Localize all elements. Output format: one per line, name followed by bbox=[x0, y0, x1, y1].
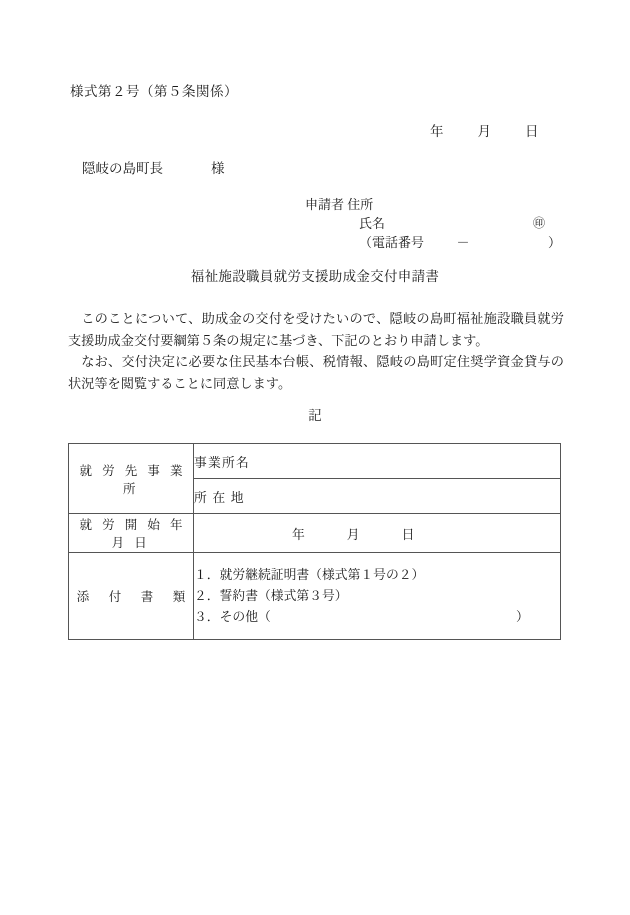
location-field[interactable]: 所 在 地 bbox=[194, 479, 561, 514]
start-date-month-label: 月 bbox=[346, 527, 360, 542]
attachments-list bbox=[194, 565, 560, 628]
body-text bbox=[68, 308, 564, 394]
list-item[interactable] bbox=[194, 607, 560, 628]
start-date-year-label: 年 bbox=[292, 527, 305, 542]
start-date-day-label: 日 bbox=[401, 527, 415, 542]
attachments-field[interactable] bbox=[194, 553, 561, 640]
addressee-honorific: 様 bbox=[211, 161, 225, 176]
form-number: 様式第２号（第５条関係） bbox=[70, 84, 238, 99]
date-year-label: 年 bbox=[430, 124, 444, 139]
attachment-other-close: ） bbox=[516, 609, 529, 624]
applicant-tel-row bbox=[305, 233, 562, 252]
applicant-label: 申請者 bbox=[305, 197, 345, 212]
applicant-address-row bbox=[305, 195, 502, 214]
business-name-field[interactable]: 事業所名 bbox=[194, 444, 561, 479]
table-row-business-name bbox=[69, 444, 561, 479]
date-line bbox=[430, 120, 539, 140]
list-item[interactable]: ２．誓約書（様式第３号） bbox=[194, 588, 348, 603]
table-row-start-date bbox=[69, 514, 561, 553]
workplace-label: 就 労 先 事 業 所 bbox=[69, 444, 194, 514]
attachments-label: 添 付 書 類 bbox=[69, 553, 194, 640]
date-month-label: 月 bbox=[477, 124, 491, 139]
page-title: 福祉施設職員就労支援助成金交付申請書 bbox=[190, 269, 440, 284]
seal-icon: ㊞ bbox=[533, 216, 546, 230]
body-paragraph-1: このことについて、助成金の交付を受けたいので、隠岐の島町福祉施設職員就労支援助成金交付要綱第５条の規定に基づき、下記のとおり申請します。 bbox=[68, 311, 564, 348]
start-date-label: 就 労 開 始 年 月 日 bbox=[69, 514, 194, 553]
addressee-line bbox=[82, 157, 225, 177]
attachment-other-label: ３．その他（ bbox=[194, 609, 271, 624]
applicant-name-label: 氏名 bbox=[359, 216, 386, 231]
body-paragraph-2: なお、交付決定に必要な住民基本台帳、税情報、隠岐の島町定住奨学資金貸与の状況等を閲覧することに同意します。 bbox=[68, 354, 564, 391]
applicant-tel-dash: － bbox=[456, 235, 470, 250]
ki-marker: 記 bbox=[308, 408, 322, 423]
applicant-address-label: 住所 bbox=[347, 197, 374, 212]
addressee-recipient: 隠岐の島町長 bbox=[82, 161, 163, 176]
date-day-label: 日 bbox=[525, 124, 539, 139]
applicant-tel-close: ） bbox=[548, 235, 562, 250]
applicant-block bbox=[305, 195, 562, 252]
applicant-tel-label: （電話番号 bbox=[359, 235, 425, 250]
applicant-name-row bbox=[305, 214, 546, 233]
table-row-attachments bbox=[69, 553, 561, 640]
application-table bbox=[68, 443, 561, 640]
list-item[interactable]: １．就労継続証明書（様式第１号の２） bbox=[194, 567, 425, 582]
start-date-field[interactable] bbox=[194, 514, 561, 553]
